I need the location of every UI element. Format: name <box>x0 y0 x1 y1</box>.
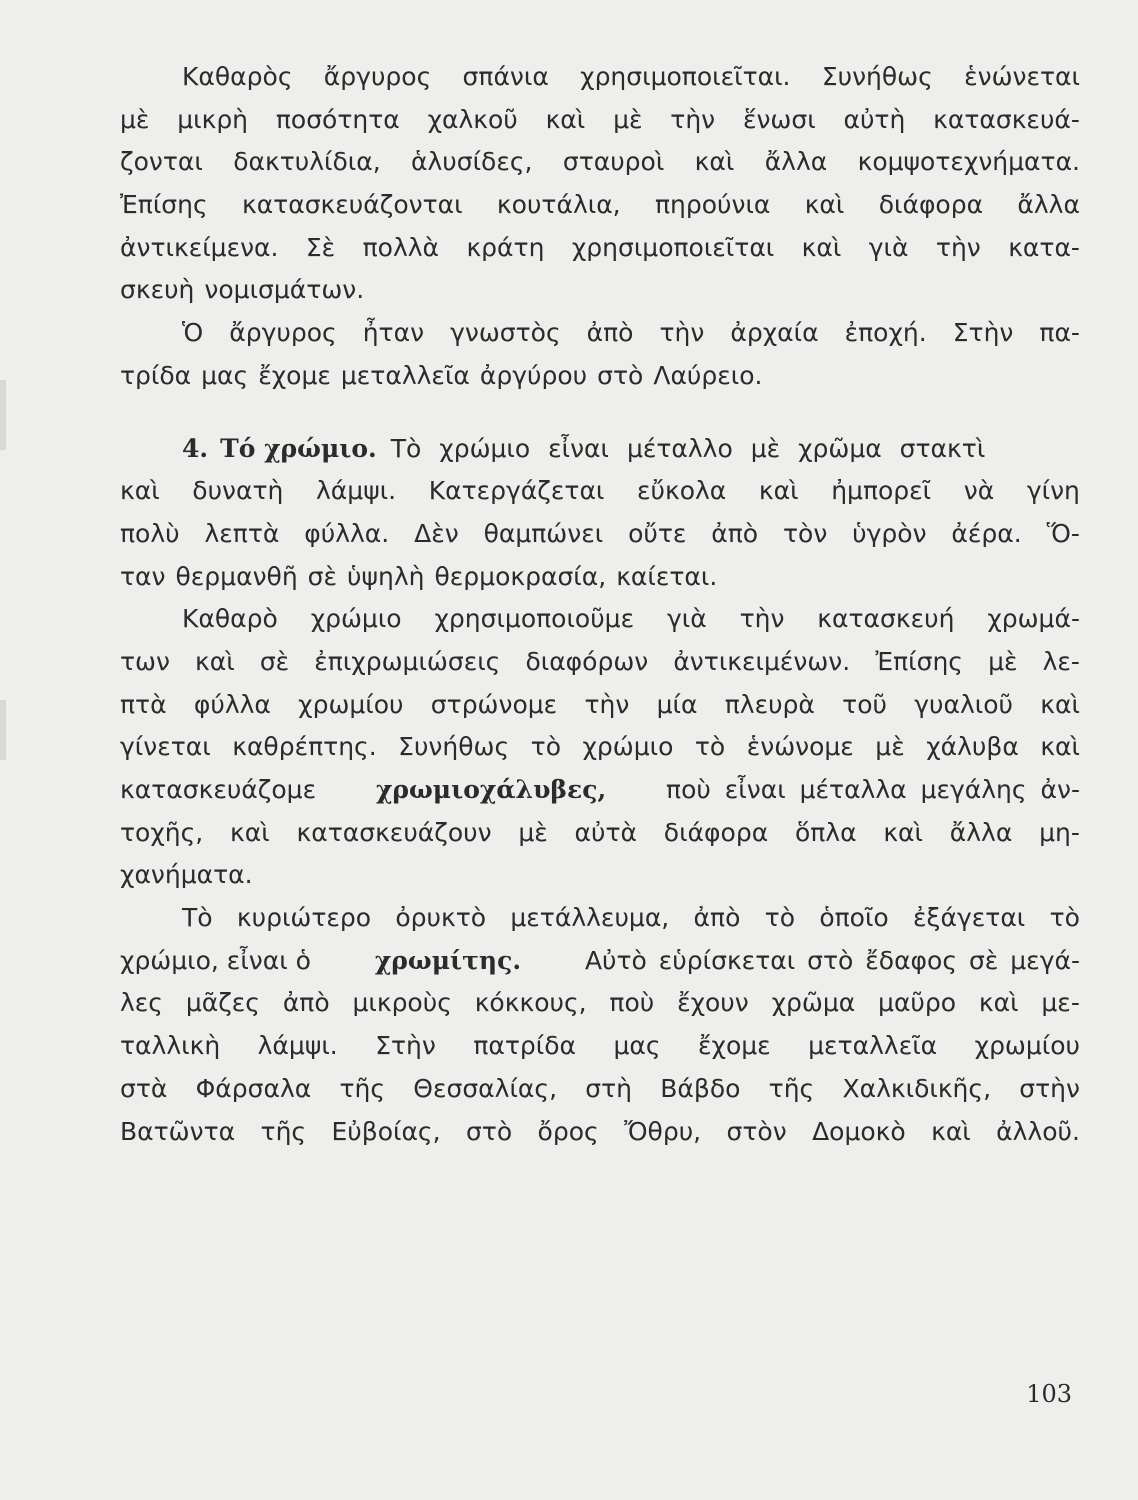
word: καὶ <box>120 476 160 506</box>
word: κατα- <box>1008 232 1080 262</box>
term-chromium-steels: χρωμιοχάλυβες, <box>375 775 607 804</box>
paragraph-silver-uses <box>120 56 1080 312</box>
section-chromium <box>120 428 1080 599</box>
word: Φάρσαλα <box>195 1073 312 1103</box>
section-gap <box>120 398 1080 428</box>
text-line <box>120 684 1080 727</box>
word: διαφόρων <box>525 646 649 676</box>
word: Σὲ <box>305 232 336 262</box>
word: κατασκευή <box>817 604 955 634</box>
word: κυριώτερο <box>236 903 372 933</box>
word: στρώνομε <box>430 689 558 719</box>
word: τῆς <box>768 1073 815 1103</box>
word: αὐτὴ <box>843 104 906 134</box>
word: μᾶζες <box>185 988 260 1018</box>
word: τὴν <box>739 604 785 634</box>
word: ὄρος <box>537 1116 599 1146</box>
word: γίνεται <box>120 732 211 762</box>
word: σταυροὶ <box>562 147 665 177</box>
word: Ὄθρυ, <box>624 1116 702 1146</box>
text-line <box>120 141 1080 184</box>
body-text <box>120 56 1080 1153</box>
text-line <box>120 428 1080 471</box>
word: καὶ <box>931 1116 971 1146</box>
word: φύλλα. <box>304 518 390 548</box>
word: τὸ <box>1049 903 1080 933</box>
word: Συνήθως <box>821 62 933 91</box>
word: τῆς <box>260 1116 307 1146</box>
text-line <box>120 1111 1080 1154</box>
word: ἀλλοῦ. <box>996 1116 1080 1146</box>
word: ἑνώνεται <box>964 62 1080 91</box>
word: ἀπὸ <box>586 318 634 348</box>
word: καὶ <box>1040 732 1080 762</box>
word: λεπτὰ <box>204 518 280 548</box>
word: ποὺ <box>609 988 655 1018</box>
text-line <box>120 1025 1080 1068</box>
word: σὲ <box>259 646 290 676</box>
word: Εὐβοίας, <box>331 1116 441 1146</box>
word: πηρούνια <box>654 190 771 220</box>
text-line <box>120 897 1080 940</box>
word: ἑνώνομε <box>746 732 854 762</box>
word: ἄλλα <box>764 147 828 177</box>
text-line <box>120 312 1080 355</box>
word: λάμψι. <box>257 1031 338 1061</box>
paragraph-silver-history <box>120 312 1080 397</box>
word: Συνήθως <box>398 732 510 762</box>
word: Δὲν <box>414 518 459 548</box>
text-line <box>120 641 1080 684</box>
section-title: Τό χρώμιο. <box>220 433 377 463</box>
section-number: 4. <box>182 433 209 463</box>
word: χρησιμοποιεῖται <box>571 232 775 262</box>
text-line <box>120 99 1080 142</box>
word: χάλυβα <box>926 732 1019 762</box>
word: πολλὰ <box>362 232 440 262</box>
word: χρῶμα <box>771 988 856 1018</box>
word: Ἐπίσης <box>120 190 208 220</box>
word: Στὴν <box>375 1031 436 1061</box>
word: Βατῶντα <box>120 1116 236 1146</box>
word: γυαλιοῦ <box>914 689 1014 719</box>
word: καὶ <box>195 646 235 676</box>
word: χρωμίου <box>974 1031 1080 1061</box>
word: γιὰ <box>666 604 707 634</box>
scan-edge-mark <box>0 700 6 760</box>
word: τοῦ <box>842 689 887 719</box>
word: ἀπὸ <box>282 988 330 1018</box>
word: τὸ <box>530 732 561 762</box>
word: μικρὴ <box>177 104 249 134</box>
paragraph-chromium-uses <box>120 598 1080 897</box>
word: τὴν <box>935 232 981 262</box>
word: καὶ <box>804 190 845 220</box>
word: τὴν <box>584 689 630 719</box>
word: Χαλκιδικῆς, <box>842 1073 992 1103</box>
word: κόκκους, <box>474 988 587 1018</box>
word: Ὅ- <box>1046 518 1080 548</box>
text-line <box>120 726 1080 769</box>
word: πολὺ <box>120 518 180 548</box>
word: ὁποῖο <box>819 903 889 933</box>
word: καίεται. <box>616 561 718 591</box>
word: τοχῆς, <box>120 817 204 847</box>
text-line <box>120 184 1080 227</box>
word: ἀπὸ <box>711 518 759 548</box>
word: μὲ <box>988 646 1018 676</box>
word: γιὰ <box>868 232 909 262</box>
paragraph-chromite <box>120 897 1080 1153</box>
word: θαμπώνει <box>483 518 604 548</box>
word: τῆς <box>339 1073 386 1103</box>
page-number: 103 <box>1026 1380 1072 1408</box>
word: στὴ <box>585 1073 632 1103</box>
word: λάμψι. <box>316 476 397 506</box>
text-fragment: κατασκευάζομε <box>120 775 317 804</box>
word: ὑψηλὴ <box>347 561 425 591</box>
word: μικροὺς <box>352 988 452 1018</box>
word: ἔχομε <box>698 1031 771 1061</box>
word: στὴν <box>1019 1073 1080 1103</box>
word: τρίδα <box>120 360 192 390</box>
word: σὲ <box>307 561 338 591</box>
word: ἦταν <box>362 318 425 348</box>
word: δακτυλίδια, <box>233 147 381 177</box>
word: ἀντικείμενα. <box>120 232 279 262</box>
word: χρώμιο <box>310 604 402 634</box>
word: πτὰ <box>120 689 167 719</box>
word: μὲ <box>875 732 905 762</box>
word: καὶ <box>883 817 924 847</box>
word: γίνη <box>1026 476 1080 506</box>
word: ἀπὸ <box>693 903 741 933</box>
word: ἠμπορεῖ <box>831 476 932 506</box>
word: στὰ <box>120 1073 168 1103</box>
word: μετάλλευμα, <box>510 903 670 933</box>
word: κατασκευάζονται <box>241 190 463 220</box>
word: Ἐπίσης <box>875 646 963 676</box>
word: ἔχομε <box>258 360 331 390</box>
text-line <box>120 982 1080 1025</box>
word: ταν <box>120 561 166 591</box>
word: καὶ <box>978 988 1019 1018</box>
word: καὶ <box>230 817 270 847</box>
word: ἄργυρος <box>323 62 432 91</box>
word: χρησιμοποιοῦμε <box>434 604 635 634</box>
word: μεταλλεῖα <box>808 1031 938 1061</box>
word: καὶ <box>1040 689 1080 719</box>
word: μὲ <box>518 817 548 847</box>
word: φύλλα <box>193 689 271 719</box>
text-line <box>120 227 1080 270</box>
word: ὀρυκτὸ <box>395 903 487 933</box>
word: λες <box>120 988 163 1018</box>
text-line <box>120 556 1080 599</box>
word: τὸ <box>764 903 796 933</box>
word: Ὁ <box>182 318 204 348</box>
word: ἐποχή. <box>844 318 927 348</box>
word: διάφορα <box>663 817 769 847</box>
word: των <box>120 646 170 676</box>
word: στὸ <box>465 1116 513 1146</box>
word: τὸν <box>782 518 828 548</box>
text-line <box>120 355 1080 398</box>
text-line <box>120 598 1080 641</box>
text-line <box>120 1068 1080 1111</box>
word: Λαύρειο. <box>653 360 763 390</box>
word: πλευρὰ <box>724 689 815 719</box>
word: στὸ <box>597 360 644 390</box>
word: νὰ <box>963 476 995 506</box>
word: καθρέπτης. <box>232 732 377 762</box>
word: ἄλλα <box>949 817 1013 847</box>
word: Τὸ <box>182 903 213 933</box>
word: Καθαρὸς <box>182 62 293 91</box>
word: εὔκολα <box>637 476 727 506</box>
text-fragment: Τὸ χρώμιο εἶναι μέταλλο μὲ χρῶμα στακτὶ <box>390 433 986 463</box>
word: κράτη <box>466 232 545 262</box>
text-fragment: χρώμιο, εἶναι ὁ <box>120 945 311 975</box>
text-line <box>120 769 1080 812</box>
word: χρωμά- <box>987 604 1080 634</box>
text-line <box>120 269 1080 312</box>
text-line <box>120 854 1080 897</box>
word: οὔτε <box>628 518 687 548</box>
word: Κατεργάζεται <box>428 476 605 506</box>
text-line <box>120 470 1080 513</box>
word: σπάνια <box>462 62 549 91</box>
scan-edge-mark <box>0 380 6 450</box>
word: καὶ <box>801 232 842 262</box>
word: Στὴν <box>952 318 1014 348</box>
text-line <box>120 940 1080 983</box>
word: μεταλλεῖα <box>340 360 470 390</box>
word: ταλλικὴ <box>120 1031 221 1061</box>
word: τὴν <box>659 318 705 348</box>
text-line <box>120 812 1080 855</box>
word: καὶ <box>758 476 799 506</box>
word: ἀέρα. <box>951 518 1022 548</box>
word: μας <box>613 1031 661 1061</box>
word: ἕνωσι <box>742 104 816 134</box>
text-fragment: Αὐτὸ εὑρίσκεται στὸ ἔδαφος σὲ μεγά- <box>584 945 1080 975</box>
text-line <box>120 56 1080 99</box>
word: Θεσσαλίας, <box>413 1073 558 1103</box>
word: τὸ <box>694 732 726 762</box>
word: ζονται <box>120 147 203 177</box>
word: μας <box>201 360 249 390</box>
word: ποσότητα <box>275 104 400 134</box>
word: λε- <box>1042 646 1080 676</box>
word: καὶ <box>545 104 586 134</box>
term-chromite: χρωμίτης. <box>374 945 522 975</box>
word: μη- <box>1039 817 1080 847</box>
word: ἁλυσίδες, <box>411 147 533 177</box>
word: χανήματα. <box>120 860 253 890</box>
word: διάφορα <box>878 190 984 220</box>
word: αὐτὰ <box>574 817 638 847</box>
word: χρώμιο <box>582 732 674 762</box>
word: ἄλλα <box>1017 190 1080 220</box>
word: τὴν <box>670 104 716 134</box>
word: στὸν <box>726 1116 787 1146</box>
word: κομψοτεχνήματα. <box>857 147 1080 177</box>
word: μὲ <box>613 104 643 134</box>
word: ἔχουν <box>677 988 749 1018</box>
word: ὑγρὸν <box>852 518 927 548</box>
word: μαῦρο <box>878 988 957 1018</box>
word: θερμανθῆ <box>175 561 298 591</box>
word: χρησιμοποιεῖται. <box>580 62 791 91</box>
word: πατρίδα <box>473 1031 577 1061</box>
word: πα- <box>1039 318 1080 348</box>
word: κουτάλια, <box>496 190 621 220</box>
word: σκευὴ <box>120 275 195 305</box>
word: ὅπλα <box>794 817 857 847</box>
word: Βάβδο <box>660 1073 741 1103</box>
word: ἄργυρος <box>229 318 337 348</box>
text-line <box>120 513 1080 556</box>
word: θερμοκρασία, <box>434 561 607 591</box>
word: με- <box>1041 988 1080 1018</box>
word: νομισμάτων. <box>204 275 365 305</box>
word: Καθαρὸ <box>182 604 278 634</box>
word: ἀρχαία <box>730 318 819 348</box>
text-fragment: ποὺ εἶναι μέταλλα μεγάλης ἀν- <box>666 775 1080 804</box>
word: γνωστὸς <box>450 318 561 348</box>
word: Δομοκὸ <box>812 1116 906 1146</box>
word: ἀργύρου <box>479 360 588 390</box>
word: δυνατὴ <box>192 476 284 506</box>
word: καὶ <box>694 147 735 177</box>
word: χρωμίου <box>298 689 404 719</box>
word: χαλκοῦ <box>427 104 518 134</box>
word: μὲ <box>120 104 150 134</box>
word: ἀντικειμένων. <box>673 646 851 676</box>
word: κατασκευάζουν <box>296 817 492 847</box>
word: κατασκευά- <box>933 104 1080 134</box>
word: ἐξάγεται <box>913 903 1026 933</box>
word: ἐπιχρωμιώσεις <box>314 646 501 676</box>
word: μία <box>656 689 698 719</box>
